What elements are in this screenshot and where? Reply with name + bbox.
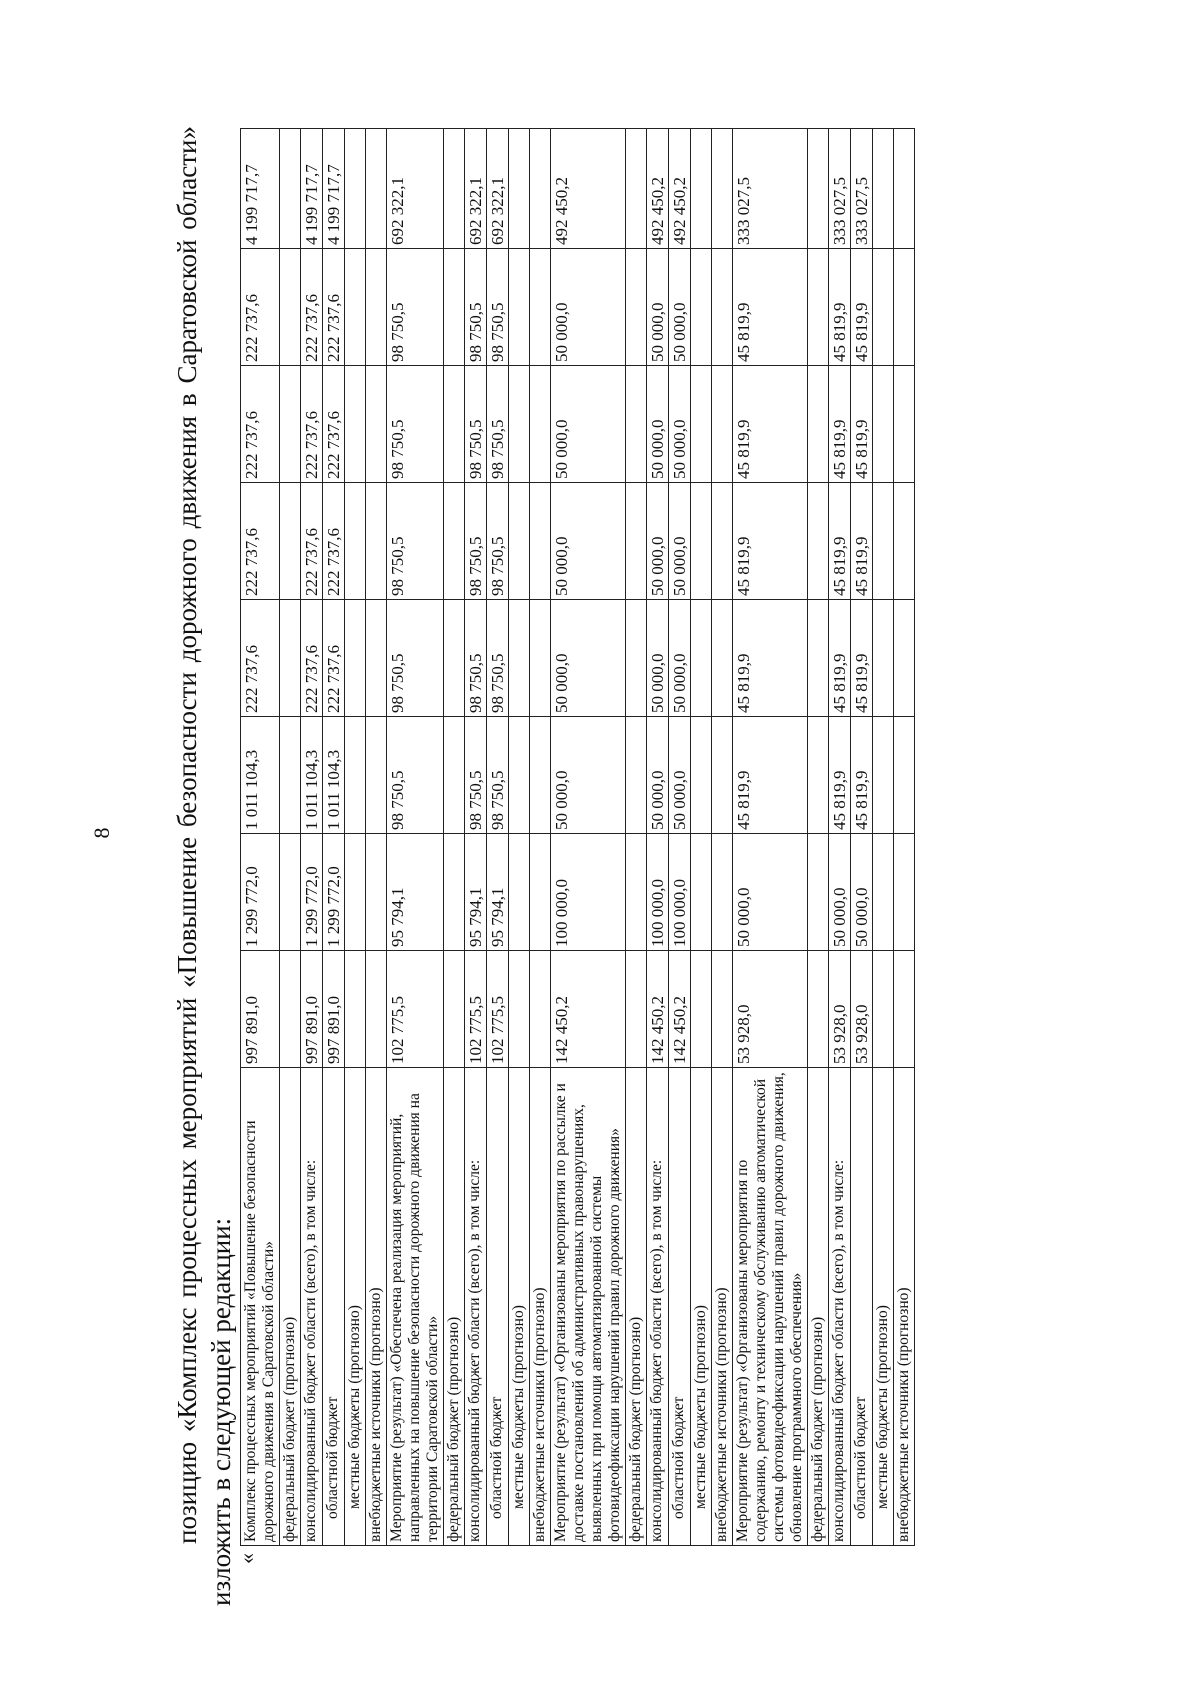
value-cell	[808, 483, 829, 600]
value-cell: 50 000,0	[669, 600, 691, 717]
value-cell: 4 199 717,7	[323, 129, 345, 249]
value-cell	[444, 366, 465, 483]
value-cell	[366, 129, 387, 249]
value-cell	[873, 834, 894, 951]
row-label: консолидированный бюджет области (всего), в том числе:	[647, 1068, 669, 1546]
value-cell	[712, 129, 733, 249]
value-cell	[894, 483, 915, 600]
value-cell: 222 737,6	[301, 600, 323, 717]
value-cell	[366, 834, 387, 951]
value-cell: 102 775,5	[487, 951, 509, 1068]
value-cell	[626, 951, 647, 1068]
value-cell: 45 819,9	[733, 600, 808, 717]
value-cell: 997 891,0	[323, 951, 345, 1068]
value-cell	[530, 249, 551, 366]
value-cell: 1 299 772,0	[241, 834, 280, 951]
table-row	[733, 129, 808, 1546]
value-cell	[509, 834, 530, 951]
value-cell	[345, 834, 366, 951]
row-label: внебюджетные источники (прогнозно)	[530, 1068, 551, 1546]
row-label: внебюджетные источники (прогнозно)	[894, 1068, 915, 1546]
value-cell: 142 450,2	[669, 951, 691, 1068]
value-cell: 50 000,0	[551, 249, 626, 366]
row-label: федеральный бюджет (прогнозно)	[626, 1068, 647, 1546]
value-cell	[345, 600, 366, 717]
table-row	[487, 129, 509, 1546]
value-cell: 222 737,6	[323, 600, 345, 717]
value-cell: 45 819,9	[851, 249, 873, 366]
table-row	[280, 129, 301, 1546]
value-cell	[366, 600, 387, 717]
value-cell	[873, 717, 894, 834]
row-label: внебюджетные источники (прогнозно)	[366, 1068, 387, 1546]
value-cell: 222 737,6	[301, 483, 323, 600]
value-cell	[712, 717, 733, 834]
value-cell: 98 750,5	[387, 600, 444, 717]
value-cell	[808, 834, 829, 951]
value-cell: 45 819,9	[851, 600, 873, 717]
value-cell: 692 322,1	[387, 129, 444, 249]
table-row	[530, 129, 551, 1546]
value-cell: 692 322,1	[487, 129, 509, 249]
table-row	[712, 129, 733, 1546]
table-row	[387, 129, 444, 1546]
value-cell	[366, 366, 387, 483]
rotated-content	[170, 126, 915, 1606]
value-cell: 45 819,9	[733, 483, 808, 600]
table-row	[323, 129, 345, 1546]
value-cell	[712, 366, 733, 483]
table-row	[808, 129, 829, 1546]
value-cell	[894, 600, 915, 717]
value-cell	[626, 129, 647, 249]
value-cell	[894, 834, 915, 951]
value-cell	[626, 600, 647, 717]
value-cell	[691, 717, 712, 834]
table-row	[691, 129, 712, 1546]
value-cell	[345, 717, 366, 834]
value-cell: 45 819,9	[829, 600, 851, 717]
value-cell: 222 737,6	[301, 249, 323, 366]
value-cell	[530, 129, 551, 249]
value-cell: 222 737,6	[301, 366, 323, 483]
value-cell	[873, 129, 894, 249]
value-cell: 50 000,0	[551, 483, 626, 600]
value-cell	[712, 600, 733, 717]
value-cell	[345, 951, 366, 1068]
value-cell: 222 737,6	[241, 483, 280, 600]
table-row	[444, 129, 465, 1546]
value-cell	[691, 600, 712, 717]
value-cell	[280, 129, 301, 249]
value-cell	[626, 366, 647, 483]
row-label: консолидированный бюджет области (всего), в том числе:	[465, 1068, 487, 1546]
row-label: местные бюджеты (прогнозно)	[509, 1068, 530, 1546]
value-cell	[626, 834, 647, 951]
value-cell: 53 928,0	[851, 951, 873, 1068]
value-cell: 222 737,6	[241, 249, 280, 366]
value-cell: 45 819,9	[829, 483, 851, 600]
table-body	[241, 129, 915, 1546]
value-cell	[345, 483, 366, 600]
row-label: областной бюджет	[669, 1068, 691, 1546]
value-cell: 50 000,0	[669, 249, 691, 366]
value-cell: 492 450,2	[647, 129, 669, 249]
value-cell: 50 000,0	[669, 483, 691, 600]
value-cell: 222 737,6	[323, 483, 345, 600]
table-row	[626, 129, 647, 1546]
value-cell: 50 000,0	[647, 483, 669, 600]
budget-table-wrap	[234, 128, 915, 1564]
value-cell	[530, 366, 551, 483]
row-label: федеральный бюджет (прогнозно)	[808, 1068, 829, 1546]
row-label: федеральный бюджет (прогнозно)	[444, 1068, 465, 1546]
row-label: Мероприятие (результат) «Обеспечена реализация мероприятий, направленных на повышение безопасности дорожного движения на территории Саратовской области»	[387, 1068, 444, 1546]
value-cell	[712, 249, 733, 366]
value-cell	[280, 366, 301, 483]
value-cell	[626, 717, 647, 834]
value-cell	[894, 249, 915, 366]
row-label: Мероприятие (результат) «Организованы мероприятия по содержанию, ремонту и техническому обслуживанию автоматической системы фотовидеофиксации нарушений правил дорожного движения, обновление программного обеспечения»	[733, 1068, 808, 1546]
value-cell: 98 750,5	[465, 483, 487, 600]
value-cell: 95 794,1	[387, 834, 444, 951]
value-cell: 222 737,6	[323, 366, 345, 483]
value-cell: 492 450,2	[669, 129, 691, 249]
row-label: местные бюджеты (прогнозно)	[345, 1068, 366, 1546]
value-cell	[626, 483, 647, 600]
value-cell: 1 011 104,3	[241, 717, 280, 834]
value-cell	[345, 129, 366, 249]
value-cell	[691, 951, 712, 1068]
value-cell: 4 199 717,7	[301, 129, 323, 249]
value-cell: 222 737,6	[323, 249, 345, 366]
value-cell	[444, 951, 465, 1068]
value-cell: 50 000,0	[647, 249, 669, 366]
row-label: областной бюджет	[487, 1068, 509, 1546]
value-cell	[712, 483, 733, 600]
table-row	[647, 129, 669, 1546]
value-cell: 50 000,0	[851, 834, 873, 951]
budget-table	[240, 128, 915, 1546]
value-cell: 50 000,0	[733, 834, 808, 951]
value-cell	[444, 717, 465, 834]
row-label: консолидированный бюджет области (всего), в том числе:	[829, 1068, 851, 1546]
value-cell: 997 891,0	[301, 951, 323, 1068]
value-cell	[444, 483, 465, 600]
table-row	[829, 129, 851, 1546]
value-cell	[873, 483, 894, 600]
table-row	[873, 129, 894, 1546]
value-cell	[345, 249, 366, 366]
value-cell	[691, 366, 712, 483]
value-cell: 333 027,5	[851, 129, 873, 249]
table-row	[851, 129, 873, 1546]
value-cell	[894, 717, 915, 834]
value-cell: 98 750,5	[465, 249, 487, 366]
value-cell: 95 794,1	[465, 834, 487, 951]
value-cell: 45 819,9	[851, 717, 873, 834]
row-label: Мероприятие (результат) «Организованы мероприятия по рассылке и доставке постановлений об административных правонарушениях, выявленных при помощи автоматизированной системы фотовидеофиксации нарушений правил дорожного движения»	[551, 1068, 626, 1546]
value-cell: 100 000,0	[669, 834, 691, 951]
value-cell	[894, 951, 915, 1068]
value-cell	[366, 249, 387, 366]
row-label: федеральный бюджет (прогнозно)	[280, 1068, 301, 1546]
value-cell	[691, 129, 712, 249]
value-cell: 50 000,0	[647, 600, 669, 717]
value-cell: 98 750,5	[465, 366, 487, 483]
value-cell: 1 011 104,3	[323, 717, 345, 834]
table-row	[465, 129, 487, 1546]
value-cell: 50 000,0	[551, 717, 626, 834]
value-cell: 222 737,6	[241, 366, 280, 483]
value-cell	[280, 717, 301, 834]
value-cell: 98 750,5	[487, 717, 509, 834]
value-cell: 333 027,5	[733, 129, 808, 249]
value-cell	[808, 717, 829, 834]
value-cell: 142 450,2	[647, 951, 669, 1068]
value-cell: 45 819,9	[733, 366, 808, 483]
value-cell: 98 750,5	[487, 600, 509, 717]
value-cell	[366, 717, 387, 834]
value-cell: 100 000,0	[551, 834, 626, 951]
value-cell: 50 000,0	[647, 717, 669, 834]
value-cell: 45 819,9	[829, 366, 851, 483]
value-cell: 222 737,6	[241, 600, 280, 717]
value-cell	[509, 600, 530, 717]
value-cell: 98 750,5	[387, 483, 444, 600]
value-cell	[280, 951, 301, 1068]
value-cell	[808, 366, 829, 483]
value-cell: 45 819,9	[829, 717, 851, 834]
value-cell: 4 199 717,7	[241, 129, 280, 249]
value-cell	[530, 951, 551, 1068]
value-cell: 98 750,5	[387, 249, 444, 366]
value-cell	[509, 249, 530, 366]
value-cell	[873, 600, 894, 717]
value-cell	[691, 834, 712, 951]
value-cell	[894, 129, 915, 249]
value-cell	[280, 249, 301, 366]
value-cell: 102 775,5	[465, 951, 487, 1068]
heading: позицию «Комплекс процессных мероприятий «Повышение безопасности дорожного движения в Саратовской области» изложить в следующей редакции:	[172, 126, 236, 1606]
value-cell: 45 819,9	[733, 717, 808, 834]
value-cell: 98 750,5	[487, 249, 509, 366]
value-cell	[366, 483, 387, 600]
value-cell	[873, 951, 894, 1068]
value-cell	[530, 600, 551, 717]
value-cell: 45 819,9	[829, 249, 851, 366]
value-cell: 45 819,9	[733, 249, 808, 366]
value-cell: 50 000,0	[669, 366, 691, 483]
value-cell: 50 000,0	[669, 717, 691, 834]
value-cell	[366, 951, 387, 1068]
value-cell: 98 750,5	[487, 366, 509, 483]
value-cell	[873, 366, 894, 483]
page-number: 8	[89, 827, 114, 839]
value-cell: 95 794,1	[487, 834, 509, 951]
value-cell: 100 000,0	[647, 834, 669, 951]
value-cell: 98 750,5	[465, 717, 487, 834]
value-cell: 333 027,5	[829, 129, 851, 249]
value-cell	[280, 600, 301, 717]
value-cell: 50 000,0	[647, 366, 669, 483]
value-cell	[691, 483, 712, 600]
value-cell: 98 750,5	[387, 717, 444, 834]
value-cell: 45 819,9	[851, 483, 873, 600]
value-cell	[509, 366, 530, 483]
value-cell: 50 000,0	[551, 600, 626, 717]
value-cell: 1 299 772,0	[301, 834, 323, 951]
value-cell	[873, 249, 894, 366]
value-cell	[712, 951, 733, 1068]
row-label: местные бюджеты (прогнозно)	[691, 1068, 712, 1546]
table-row	[669, 129, 691, 1546]
value-cell: 98 750,5	[387, 366, 444, 483]
opening-quote: «	[234, 1553, 259, 1564]
value-cell: 53 928,0	[733, 951, 808, 1068]
value-cell	[444, 834, 465, 951]
value-cell	[808, 249, 829, 366]
value-cell	[444, 249, 465, 366]
value-cell	[712, 834, 733, 951]
row-label: Комплекс процессных мероприятий «Повышение безопасности дорожного движения в Саратовской области»	[241, 1068, 280, 1546]
value-cell	[280, 483, 301, 600]
table-row	[345, 129, 366, 1546]
table-row	[509, 129, 530, 1546]
value-cell: 50 000,0	[829, 834, 851, 951]
row-label: областной бюджет	[851, 1068, 873, 1546]
table-row	[894, 129, 915, 1546]
value-cell: 98 750,5	[487, 483, 509, 600]
value-cell	[509, 717, 530, 834]
value-cell	[530, 717, 551, 834]
value-cell: 53 928,0	[829, 951, 851, 1068]
value-cell	[894, 366, 915, 483]
value-cell: 50 000,0	[551, 366, 626, 483]
row-label: местные бюджеты (прогнозно)	[873, 1068, 894, 1546]
table-row	[551, 129, 626, 1546]
table-row	[241, 129, 280, 1546]
value-cell	[691, 249, 712, 366]
value-cell	[530, 483, 551, 600]
value-cell: 102 775,5	[387, 951, 444, 1068]
value-cell	[530, 834, 551, 951]
value-cell: 98 750,5	[465, 600, 487, 717]
value-cell	[280, 834, 301, 951]
value-cell	[509, 483, 530, 600]
table-row	[366, 129, 387, 1546]
value-cell	[509, 951, 530, 1068]
value-cell	[444, 600, 465, 717]
value-cell: 1 011 104,3	[301, 717, 323, 834]
value-cell	[509, 129, 530, 249]
value-cell: 142 450,2	[551, 951, 626, 1068]
value-cell	[808, 951, 829, 1068]
row-label: областной бюджет	[323, 1068, 345, 1546]
value-cell	[345, 366, 366, 483]
row-label: консолидированный бюджет области (всего), в том числе:	[301, 1068, 323, 1546]
value-cell	[444, 129, 465, 249]
value-cell	[626, 249, 647, 366]
row-label: внебюджетные источники (прогнозно)	[712, 1068, 733, 1546]
value-cell: 692 322,1	[465, 129, 487, 249]
value-cell: 997 891,0	[241, 951, 280, 1068]
value-cell	[808, 600, 829, 717]
value-cell: 45 819,9	[851, 366, 873, 483]
value-cell: 492 450,2	[551, 129, 626, 249]
table-row	[301, 129, 323, 1546]
value-cell: 1 299 772,0	[323, 834, 345, 951]
value-cell	[808, 129, 829, 249]
